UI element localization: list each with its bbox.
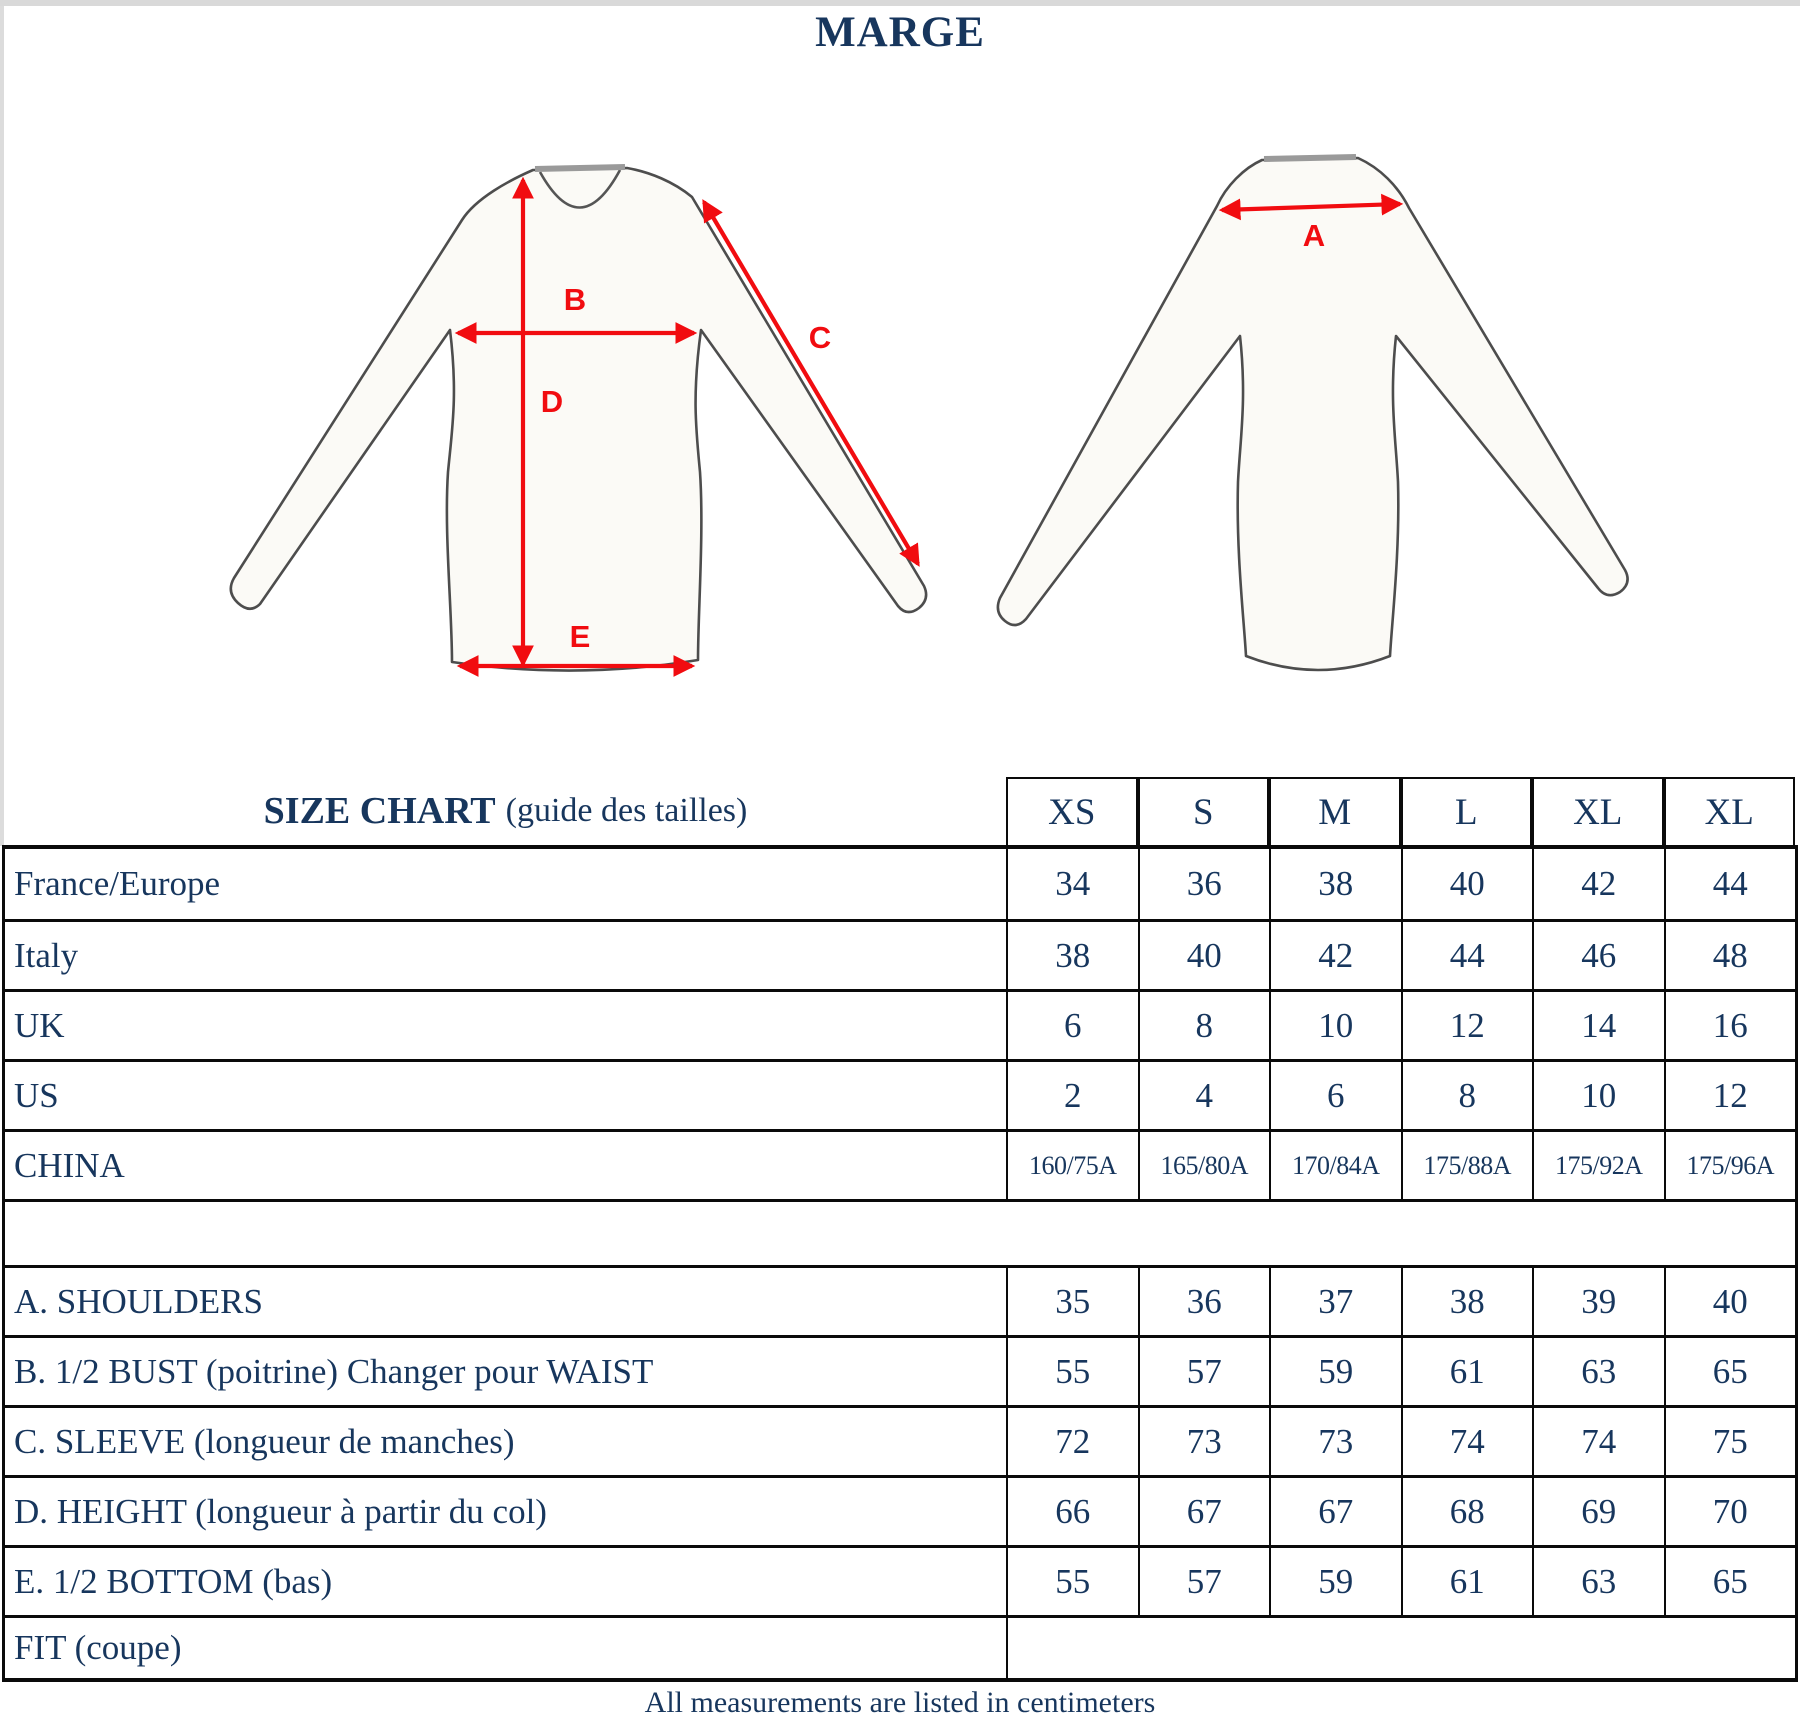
table-cell: 55 xyxy=(1006,1335,1138,1405)
table-cell: 66 xyxy=(1006,1475,1138,1545)
size-chart-table xyxy=(2,845,1798,1682)
table-cell: 74 xyxy=(1532,1405,1664,1475)
measure-label-d: D xyxy=(540,384,564,419)
table-cell: 14 xyxy=(1532,989,1664,1059)
table-cell: 2 xyxy=(1006,1059,1138,1129)
table-cell: 12 xyxy=(1664,1059,1796,1129)
table-cell: 40 xyxy=(1664,1265,1796,1335)
table-cell: 12 xyxy=(1401,989,1533,1059)
size-header-l: L xyxy=(1401,777,1533,845)
size-header-s: S xyxy=(1138,777,1270,845)
table-cell: 57 xyxy=(1138,1335,1270,1405)
table-cell: 34 xyxy=(1006,849,1138,919)
table-cell: 38 xyxy=(1401,1265,1533,1335)
table-cell xyxy=(1401,1129,1533,1199)
china-size-value: 175/88A xyxy=(1423,1150,1511,1180)
table-cell: 67 xyxy=(1138,1475,1270,1545)
table-cell: 55 xyxy=(1006,1545,1138,1615)
table-cell: 73 xyxy=(1138,1405,1270,1475)
table-cell: 36 xyxy=(1138,1265,1270,1335)
measure-label-b: B xyxy=(563,282,587,317)
table-cell: 44 xyxy=(1664,849,1796,919)
garment-front-outline xyxy=(231,168,926,671)
table-cell: 48 xyxy=(1664,919,1796,989)
measure-label-c: C xyxy=(808,320,832,355)
size-header-xl: XL xyxy=(1532,777,1664,845)
table-cell: 6 xyxy=(1006,989,1138,1059)
table-cell xyxy=(1532,1129,1664,1199)
table-cell: 61 xyxy=(1401,1335,1533,1405)
fit-value-cell xyxy=(1006,1615,1795,1678)
garment-front-shoulder-top xyxy=(535,167,625,169)
row-label-italy: Italy xyxy=(5,919,1006,989)
table-cell xyxy=(1664,1129,1796,1199)
measure-arrow-c xyxy=(704,202,918,564)
china-size-value: 175/92A xyxy=(1555,1150,1643,1180)
table-cell: 57 xyxy=(1138,1545,1270,1615)
table-cell: 6 xyxy=(1269,1059,1401,1129)
row-label-shoulders: A. SHOULDERS xyxy=(5,1265,1006,1335)
size-header-xl2: XL xyxy=(1664,777,1796,845)
table-cell: 8 xyxy=(1138,989,1270,1059)
garment-back-shoulder-top xyxy=(1264,157,1356,159)
table-cell: 4 xyxy=(1138,1059,1270,1129)
table-cell: 10 xyxy=(1269,989,1401,1059)
garment-back-view xyxy=(998,157,1628,670)
table-cell: 37 xyxy=(1269,1265,1401,1335)
china-size-value: 175/96A xyxy=(1686,1150,1774,1180)
row-label-fit: FIT (coupe) xyxy=(5,1615,1006,1678)
row-label-uk: UK xyxy=(5,989,1006,1059)
measure-label-a: A xyxy=(1302,218,1326,253)
table-cell: 42 xyxy=(1532,849,1664,919)
table-cell: 40 xyxy=(1401,849,1533,919)
table-cell: 10 xyxy=(1532,1059,1664,1129)
row-label-bottom: E. 1/2 BOTTOM (bas) xyxy=(5,1545,1006,1615)
row-label-us: US xyxy=(5,1059,1006,1129)
table-cell: 70 xyxy=(1664,1475,1796,1545)
table-cell: 36 xyxy=(1138,849,1270,919)
table-cell: 8 xyxy=(1401,1059,1533,1129)
table-cell: 67 xyxy=(1269,1475,1401,1545)
table-cell: 74 xyxy=(1401,1405,1533,1475)
table-cell: 63 xyxy=(1532,1335,1664,1405)
table-cell: 16 xyxy=(1664,989,1796,1059)
row-label-height: D. HEIGHT (longueur à partir du col) xyxy=(5,1475,1006,1545)
table-cell: 44 xyxy=(1401,919,1533,989)
table-cell: 38 xyxy=(1006,919,1138,989)
table-cell: 68 xyxy=(1401,1475,1533,1545)
size-header-xs: XS xyxy=(1006,777,1138,845)
china-size-value: 165/80A xyxy=(1160,1150,1248,1180)
size-chart-title xyxy=(5,777,1006,845)
table-cell: 46 xyxy=(1532,919,1664,989)
table-cell: 38 xyxy=(1269,849,1401,919)
table-cell: 42 xyxy=(1269,919,1401,989)
table-cell xyxy=(1269,1129,1401,1199)
page-title: MARGE xyxy=(815,9,985,56)
row-label-sleeve: C. SLEEVE (longueur de manches) xyxy=(5,1405,1006,1475)
table-cell: 69 xyxy=(1532,1475,1664,1545)
empty-spacer-row xyxy=(5,1199,1795,1265)
garment-diagram xyxy=(0,100,1800,700)
row-label-bust: B. 1/2 BUST (poitrine) Changer pour WAIST xyxy=(5,1335,1006,1405)
table-cell: 65 xyxy=(1664,1335,1796,1405)
table-cell: 35 xyxy=(1006,1265,1138,1335)
table-cell: 39 xyxy=(1532,1265,1664,1335)
garment-front-view xyxy=(231,167,926,671)
measurements-footer-note: All measurements are listed in centimeters xyxy=(644,1686,1156,1719)
table-cell xyxy=(1006,1129,1138,1199)
table-cell xyxy=(1138,1129,1270,1199)
row-label-china: CHINA xyxy=(5,1129,1006,1199)
table-cell: 59 xyxy=(1269,1545,1401,1615)
table-cell: 72 xyxy=(1006,1405,1138,1475)
table-cell: 63 xyxy=(1532,1545,1664,1615)
china-size-value: 170/84A xyxy=(1292,1150,1380,1180)
table-cell: 75 xyxy=(1664,1405,1796,1475)
row-label-france-europe: France/Europe xyxy=(14,864,221,903)
table-cell: 73 xyxy=(1269,1405,1401,1475)
size-chart-title-note: (guide des tailles) xyxy=(505,792,748,829)
table-cell: 40 xyxy=(1138,919,1270,989)
size-chart-header-row xyxy=(2,777,1798,845)
table-cell: 61 xyxy=(1401,1545,1533,1615)
page-top-edge xyxy=(0,0,1800,6)
china-size-value: 160/75A xyxy=(1029,1150,1117,1180)
measure-label-e: E xyxy=(569,619,591,654)
size-header-m: M xyxy=(1269,777,1401,845)
size-chart-title-main: SIZE CHART xyxy=(263,790,496,832)
table-cell: 59 xyxy=(1269,1335,1401,1405)
table-cell: 65 xyxy=(1664,1545,1796,1615)
